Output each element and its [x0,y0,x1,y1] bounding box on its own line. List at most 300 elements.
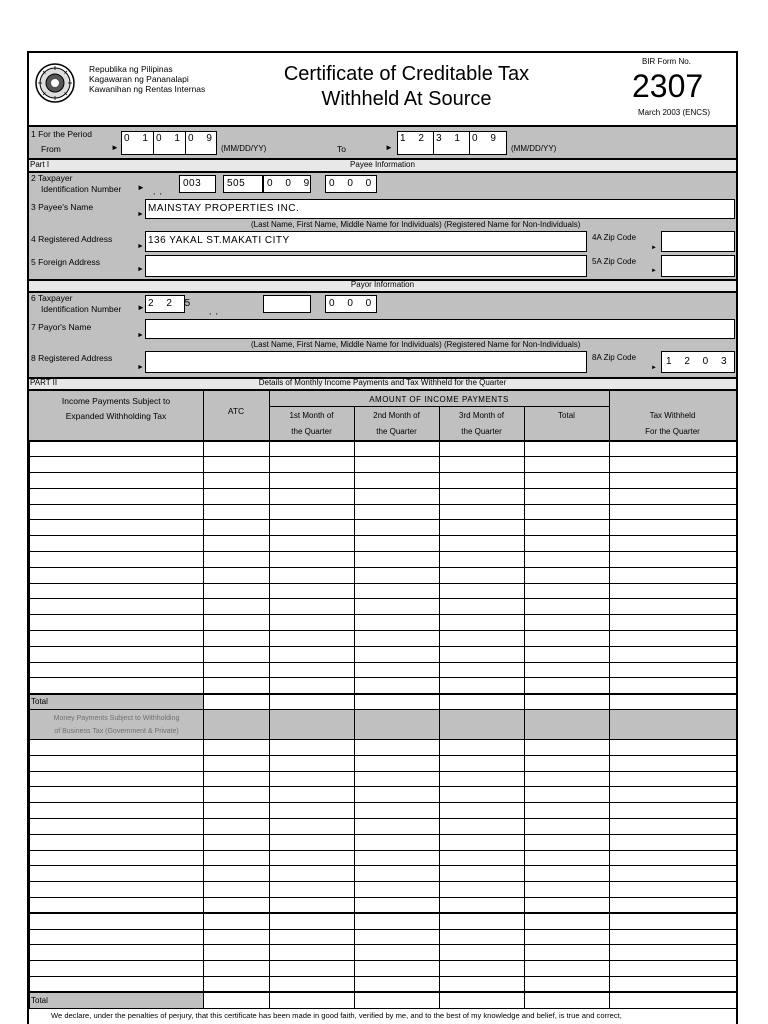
table-cell[interactable] [355,599,440,615]
table-cell[interactable] [525,567,610,583]
table-cell[interactable] [440,615,525,631]
table-cell[interactable] [355,441,440,457]
table-cell[interactable] [204,488,270,504]
table-cell[interactable] [525,504,610,520]
table-cell[interactable] [270,992,355,1008]
table-cell[interactable] [440,488,525,504]
table-cell[interactable] [30,599,204,615]
table-cell[interactable] [610,646,737,662]
table-row[interactable] [30,536,737,552]
table-cell[interactable] [204,945,270,961]
table-row[interactable] [30,834,737,850]
table-cell[interactable] [610,834,737,850]
table-cell[interactable] [270,898,355,914]
table-cell[interactable] [440,441,525,457]
table-cell[interactable] [525,615,610,631]
table-cell[interactable] [270,646,355,662]
table-cell[interactable] [355,552,440,568]
table-row[interactable] [30,945,737,961]
table-cell[interactable] [355,583,440,599]
table-cell[interactable] [440,787,525,803]
table-cell[interactable] [610,992,737,1008]
table-cell[interactable] [270,755,355,771]
payor-zip-input[interactable] [661,351,735,373]
table-cell[interactable] [270,536,355,552]
payee-zip-input[interactable] [661,231,735,252]
table-cell[interactable] [30,819,204,835]
table-row[interactable] [30,977,737,993]
table-cell[interactable] [610,662,737,678]
table-cell[interactable] [30,992,204,1008]
table-cell[interactable] [204,834,270,850]
table-cell[interactable] [270,710,355,740]
table-cell[interactable] [525,866,610,882]
table-row[interactable] [30,882,737,898]
table-row[interactable] [30,850,737,866]
table-cell[interactable] [204,615,270,631]
table-row[interactable] [30,913,737,929]
table-cell[interactable] [610,694,737,710]
table-cell[interactable] [525,945,610,961]
table-cell[interactable] [440,631,525,647]
table-cell[interactable] [270,504,355,520]
table-cell[interactable] [355,473,440,489]
table-cell[interactable] [270,866,355,882]
table-row[interactable] [30,583,737,599]
table-cell[interactable] [270,694,355,710]
table-cell[interactable] [30,536,204,552]
table-cell[interactable] [440,473,525,489]
table-cell[interactable] [30,441,204,457]
table-cell[interactable] [270,929,355,945]
table-cell[interactable] [355,898,440,914]
table-row[interactable] [30,473,737,489]
table-cell[interactable] [525,819,610,835]
table-cell[interactable] [440,992,525,1008]
table-cell[interactable] [30,834,204,850]
table-cell[interactable] [270,615,355,631]
table-cell[interactable] [30,457,204,473]
table-cell[interactable] [440,771,525,787]
table-cell[interactable] [610,850,737,866]
table-cell[interactable] [525,977,610,993]
table-cell[interactable] [355,787,440,803]
table-cell[interactable] [610,441,737,457]
table-cell[interactable] [440,803,525,819]
table-cell[interactable] [355,961,440,977]
table-cell[interactable] [440,694,525,710]
table-cell[interactable] [610,457,737,473]
table-cell[interactable] [204,771,270,787]
table-cell[interactable] [610,552,737,568]
table-cell[interactable] [440,567,525,583]
payor-tin-part-4[interactable] [325,295,377,313]
table-cell[interactable] [440,457,525,473]
payee-name-input[interactable] [145,199,735,219]
table-cell[interactable] [30,755,204,771]
table-cell[interactable] [30,850,204,866]
table-cell[interactable] [440,882,525,898]
col-income-header-1: Income Payments Subject to [61,396,171,406]
table-cell[interactable] [204,787,270,803]
period-from-field[interactable] [121,131,217,155]
table-cell[interactable] [204,929,270,945]
foreign-zip-input[interactable] [661,255,735,277]
table-cell[interactable] [355,866,440,882]
table-cell[interactable] [204,866,270,882]
table-cell[interactable] [440,945,525,961]
table-cell[interactable] [30,929,204,945]
table-cell[interactable] [204,992,270,1008]
table-cell[interactable] [610,504,737,520]
table-cell[interactable] [440,834,525,850]
table-cell[interactable] [204,678,270,694]
table-cell[interactable] [204,646,270,662]
table-cell[interactable] [270,488,355,504]
table-cell[interactable] [525,488,610,504]
table-cell[interactable] [204,882,270,898]
table-cell[interactable] [610,631,737,647]
payor-name-input[interactable] [145,319,735,339]
table-cell[interactable] [30,473,204,489]
table-row[interactable] [30,552,737,568]
table-cell[interactable] [610,771,737,787]
table-cell[interactable] [610,913,737,929]
table-cell[interactable] [440,583,525,599]
table-cell[interactable] [610,473,737,489]
total-row-2[interactable] [30,992,737,1008]
table-cell[interactable] [270,473,355,489]
table-cell[interactable] [525,473,610,489]
table-cell[interactable] [525,662,610,678]
table-cell[interactable] [525,441,610,457]
payor-tin-part-1[interactable] [145,295,196,313]
table-row[interactable] [30,961,737,977]
table-cell[interactable] [355,694,440,710]
table-cell[interactable] [610,536,737,552]
table-cell[interactable] [525,552,610,568]
table-cell[interactable] [440,740,525,756]
table-cell[interactable] [610,961,737,977]
table-cell[interactable] [204,977,270,993]
table-cell[interactable] [610,710,737,740]
table-row[interactable] [30,646,737,662]
table-row[interactable] [30,504,737,520]
table-cell[interactable] [355,504,440,520]
table-cell[interactable] [204,850,270,866]
table-cell[interactable] [440,504,525,520]
table-row[interactable] [30,662,737,678]
payor-address-input[interactable] [145,351,587,373]
table-row[interactable] [30,866,737,882]
table-cell[interactable] [525,583,610,599]
table-row[interactable] [30,819,737,835]
table-cell[interactable] [204,473,270,489]
table-cell[interactable] [440,850,525,866]
table-cell[interactable] [204,504,270,520]
table-cell[interactable] [355,850,440,866]
table-cell[interactable] [204,441,270,457]
table-cell[interactable] [440,929,525,945]
table-cell[interactable] [610,488,737,504]
table-cell[interactable] [270,850,355,866]
table-cell[interactable] [610,740,737,756]
table-cell[interactable] [525,961,610,977]
table-cell[interactable] [525,755,610,771]
table-cell[interactable] [610,803,737,819]
table-cell[interactable] [610,977,737,993]
table-cell[interactable] [440,552,525,568]
table-cell[interactable] [525,850,610,866]
table-cell[interactable] [355,771,440,787]
table-cell[interactable] [30,945,204,961]
table-cell[interactable] [440,913,525,929]
table-cell[interactable] [30,787,204,803]
table-cell[interactable] [355,488,440,504]
table-cell[interactable] [30,662,204,678]
table-cell[interactable] [440,961,525,977]
table-cell[interactable] [440,646,525,662]
table-cell[interactable] [525,787,610,803]
table-cell[interactable] [525,710,610,740]
table-cell[interactable] [355,834,440,850]
table-cell[interactable] [270,803,355,819]
table-cell[interactable] [30,913,204,929]
table-row[interactable] [30,457,737,473]
money-payments-row[interactable] [30,710,737,740]
table-cell[interactable] [270,961,355,977]
table-cell[interactable] [204,819,270,835]
table-row[interactable] [30,567,737,583]
table-cell[interactable] [440,662,525,678]
table-cell[interactable] [204,898,270,914]
table-cell[interactable] [204,520,270,536]
table-cell[interactable] [610,882,737,898]
table-cell[interactable] [204,552,270,568]
table-cell[interactable] [440,977,525,993]
table-cell[interactable] [355,882,440,898]
table-cell[interactable] [610,583,737,599]
table-cell[interactable] [204,536,270,552]
payee-address-input[interactable] [145,231,587,252]
table-cell[interactable] [355,929,440,945]
table-cell[interactable] [30,740,204,756]
table-cell[interactable] [30,678,204,694]
table-cell[interactable] [355,536,440,552]
foreign-address-input[interactable] [145,255,587,277]
period-to-field[interactable] [397,131,507,155]
table-cell[interactable] [270,787,355,803]
table-row[interactable] [30,441,737,457]
table-cell[interactable] [525,913,610,929]
table-cell[interactable] [30,631,204,647]
table-cell[interactable] [270,599,355,615]
table-cell[interactable] [525,694,610,710]
table-cell[interactable] [204,803,270,819]
table-cell[interactable] [270,631,355,647]
table-cell[interactable] [204,599,270,615]
table-cell[interactable] [204,755,270,771]
table-cell[interactable] [610,787,737,803]
table-cell[interactable] [270,945,355,961]
table-cell[interactable] [525,520,610,536]
table-cell[interactable] [610,615,737,631]
table-cell[interactable] [355,567,440,583]
table-cell[interactable] [440,710,525,740]
table-row[interactable] [30,599,737,615]
table-row[interactable] [30,740,737,756]
table-cell[interactable] [440,819,525,835]
table-cell[interactable] [355,678,440,694]
table-cell[interactable] [270,740,355,756]
table-cell[interactable] [355,755,440,771]
table-cell[interactable] [355,945,440,961]
table-cell[interactable] [30,520,204,536]
table-row[interactable] [30,771,737,787]
table-cell[interactable] [204,567,270,583]
table-cell[interactable] [355,992,440,1008]
table-cell[interactable] [525,599,610,615]
table-cell[interactable] [525,992,610,1008]
table-cell[interactable] [204,710,270,740]
table-cell[interactable] [610,929,737,945]
table-cell[interactable] [30,583,204,599]
table-cell[interactable] [204,961,270,977]
arrow-right-icon: ► [385,143,393,152]
table-cell[interactable] [204,662,270,678]
table-row[interactable] [30,755,737,771]
table-cell[interactable] [525,678,610,694]
payee-tin-part-3[interactable] [263,175,315,193]
col-month-2-header-2: the Quarter [376,427,417,436]
table-row[interactable] [30,631,737,647]
table-cell[interactable] [355,457,440,473]
payee-tin-part-1[interactable] [179,175,216,193]
table-cell[interactable] [30,694,204,710]
table-cell[interactable] [204,913,270,929]
table-cell[interactable] [270,567,355,583]
table-cell[interactable] [204,740,270,756]
table-cell[interactable] [525,631,610,647]
table-cell[interactable] [30,771,204,787]
table-cell[interactable] [355,615,440,631]
table-cell[interactable] [440,866,525,882]
table-cell[interactable] [270,678,355,694]
table-cell[interactable] [30,961,204,977]
table-cell[interactable] [610,819,737,835]
table-cell[interactable] [525,898,610,914]
table-cell[interactable] [30,552,204,568]
table-row[interactable] [30,678,737,694]
table-row[interactable] [30,929,737,945]
total-row-1[interactable] [30,694,737,710]
table-cell[interactable] [204,631,270,647]
table-cell[interactable] [440,755,525,771]
table-cell[interactable] [30,488,204,504]
table-row[interactable] [30,520,737,536]
table-cell[interactable] [270,520,355,536]
table-cell[interactable] [525,834,610,850]
table-cell[interactable] [270,583,355,599]
table-cell[interactable] [30,710,204,740]
table-cell[interactable] [440,520,525,536]
table-cell[interactable] [355,803,440,819]
table-cell[interactable] [355,631,440,647]
table-cell[interactable] [610,866,737,882]
table-cell[interactable] [270,662,355,678]
table-cell[interactable] [204,583,270,599]
table-row[interactable] [30,898,737,914]
table-cell[interactable] [355,819,440,835]
table-cell[interactable] [30,882,204,898]
payor-tin-part-3[interactable] [263,295,311,313]
table-cell[interactable] [525,771,610,787]
payee-tin-part-4[interactable] [325,175,377,193]
table-cell[interactable] [270,552,355,568]
table-cell[interactable] [525,646,610,662]
table-cell[interactable] [355,977,440,993]
table-cell[interactable] [355,710,440,740]
table-cell[interactable] [525,882,610,898]
table-cell[interactable] [610,898,737,914]
table-row[interactable] [30,615,737,631]
table-cell[interactable] [355,740,440,756]
table-cell[interactable] [270,441,355,457]
table-cell[interactable] [204,457,270,473]
table-row[interactable] [30,803,737,819]
table-cell[interactable] [30,866,204,882]
table-cell[interactable] [270,771,355,787]
table-cell[interactable] [610,520,737,536]
table-cell[interactable] [270,834,355,850]
table-cell[interactable] [270,977,355,993]
table-cell[interactable] [610,567,737,583]
table-cell[interactable] [30,803,204,819]
table-cell[interactable] [610,755,737,771]
table-row[interactable] [30,787,737,803]
table-cell[interactable] [610,678,737,694]
table-cell[interactable] [270,457,355,473]
table-row[interactable] [30,488,737,504]
table-cell[interactable] [525,929,610,945]
table-cell[interactable] [355,913,440,929]
table-cell[interactable] [270,819,355,835]
table-cell[interactable] [355,520,440,536]
table-cell[interactable] [440,599,525,615]
table-cell[interactable] [30,646,204,662]
table-cell[interactable] [30,898,204,914]
table-cell[interactable] [30,504,204,520]
table-cell[interactable] [270,882,355,898]
table-cell[interactable] [610,599,737,615]
table-cell[interactable] [525,740,610,756]
table-cell[interactable] [30,567,204,583]
payee-tin-part-2[interactable] [223,175,263,193]
table-cell[interactable] [440,536,525,552]
table-cell[interactable] [525,457,610,473]
table-cell[interactable] [610,945,737,961]
table-cell[interactable] [525,536,610,552]
table-cell[interactable] [355,646,440,662]
table-cell[interactable] [355,662,440,678]
table-cell[interactable] [270,913,355,929]
table-cell[interactable] [204,694,270,710]
table-cell[interactable] [30,977,204,993]
table-cell[interactable] [440,898,525,914]
table-cell[interactable] [525,803,610,819]
table-cell[interactable] [440,678,525,694]
table-cell[interactable] [30,615,204,631]
